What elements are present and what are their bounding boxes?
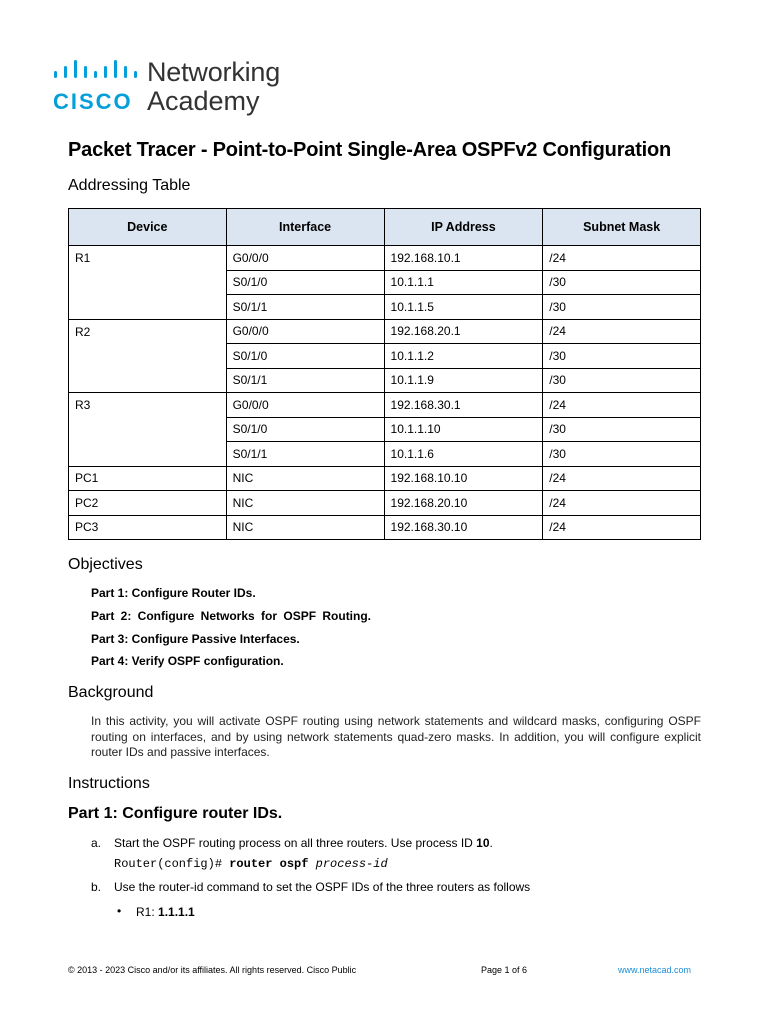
cell-mask: /30 [543,417,701,442]
instructions-heading: Instructions [68,775,150,792]
cell-iface: G0/0/0 [226,319,384,344]
cell-mask: /24 [543,466,701,491]
objective-item: Part 3: Configure Passive Interfaces. [91,632,300,646]
step-b-letter: b. [91,880,102,894]
col-ip: IP Address [384,209,543,246]
step-b-text: Use the router-id command to set the OSPF IDs of the three routers as follows [114,880,531,894]
cell-mask: /24 [543,491,701,516]
col-interface: Interface [226,209,384,246]
col-device: Device [69,209,227,246]
cell-iface: S0/1/1 [226,368,384,393]
cell-iface: G0/0/0 [226,246,384,271]
footer-copyright: © 2013 - 2023 Cisco and/or its affiliates. All rights reserved. Cisco Public [68,965,357,975]
cell-ip: 192.168.10.10 [384,466,543,491]
cell-mask: /30 [543,270,701,295]
cell-iface: G0/0/0 [226,393,384,418]
cell-device [69,417,227,442]
cell-iface: S0/1/0 [226,270,384,295]
step-a-text [114,836,493,850]
footer-link[interactable]: www.netacad.com [618,965,692,975]
step-a-end: . [489,836,493,850]
cisco-wordmark: CISCO [53,89,133,114]
cell-iface: NIC [226,491,384,516]
cell-ip: 10.1.1.6 [384,442,543,467]
table-row [69,393,701,418]
cell-ip: 192.168.20.10 [384,491,543,516]
cell-mask: /24 [543,246,701,271]
cell-ip: 192.168.30.1 [384,393,543,418]
table-row [69,246,701,271]
bullet-icon: • [117,904,122,918]
cell-mask: /24 [543,393,701,418]
table-row [69,442,701,467]
cell-device: R2 [69,319,227,344]
cell-iface: S0/1/0 [226,417,384,442]
cell-device [69,270,227,295]
table-row [69,491,701,516]
cell-mask: /24 [543,319,701,344]
addressing-table [68,208,701,540]
cell-ip: 10.1.1.1 [384,270,543,295]
part1-heading: Part 1: Configure router IDs. [68,805,283,822]
cell-iface: S0/1/1 [226,295,384,320]
cell-device [69,295,227,320]
cell-iface: NIC [226,466,384,491]
objective-item: Part 2: Configure Networks for OSPF Routing. [91,609,372,623]
cell-device [69,344,227,369]
table-row [69,466,701,491]
logo-academy: Academy [147,86,260,116]
logo-networking: Networking [147,57,281,87]
objectives-heading: Objectives [68,556,143,573]
cell-mask: /24 [543,515,701,540]
background-text: In this activity, you will activate OSPF routing using network statements and wildcard masks, configuring OSPF routing on interfaces, and by using network statements quad-zero masks. In addition, you will configure explicit router IDs and passive interfaces. [91,714,701,759]
cmd-bold: router ospf [229,857,316,871]
command-line [114,857,388,871]
step-a-bold: 10 [476,836,490,850]
cell-device: R1 [69,246,227,271]
table-header-row [69,209,701,246]
cell-ip: 10.1.1.10 [384,417,543,442]
cmd-prompt: Router(config)# [114,857,230,871]
bullet-item [136,905,195,919]
cell-iface: NIC [226,515,384,540]
objective-item: Part 4: Verify OSPF configuration. [91,654,284,668]
bullet-label: R1: [136,905,159,919]
objective-item: Part 1: Configure Router IDs. [91,586,256,600]
cell-ip: 192.168.30.10 [384,515,543,540]
cell-device [69,368,227,393]
table-row [69,417,701,442]
cell-ip: 10.1.1.9 [384,368,543,393]
cell-iface: S0/1/0 [226,344,384,369]
cell-mask: /30 [543,344,701,369]
cell-device: PC1 [69,466,227,491]
cmd-italic: process-id [315,857,388,871]
addressing-heading: Addressing Table [68,177,191,194]
cell-ip: 192.168.20.1 [384,319,543,344]
cell-device: PC2 [69,491,227,516]
cell-mask: /30 [543,368,701,393]
step-a-letter: a. [91,836,102,850]
page-title: Packet Tracer - Point-to-Point Single-Area OSPFv2 Configuration [68,139,672,161]
cell-device: PC3 [69,515,227,540]
col-mask: Subnet Mask [543,209,701,246]
cell-device: R3 [69,393,227,418]
cell-ip: 10.1.1.2 [384,344,543,369]
cell-ip: 10.1.1.5 [384,295,543,320]
table-row [69,344,701,369]
cell-iface: S0/1/1 [226,442,384,467]
cell-ip: 192.168.10.1 [384,246,543,271]
cell-mask: /30 [543,442,701,467]
cell-device [69,442,227,467]
background-heading: Background [68,684,154,701]
cell-mask: /30 [543,295,701,320]
bullet-value: 1.1.1.1 [158,905,195,919]
table-row [69,368,701,393]
step-a-text-main: Start the OSPF routing process on all three routers. Use process ID [114,836,477,850]
table-row [69,270,701,295]
table-row [69,295,701,320]
footer-page: Page 1 of 6 [481,965,528,975]
table-row [69,319,701,344]
table-row [69,515,701,540]
